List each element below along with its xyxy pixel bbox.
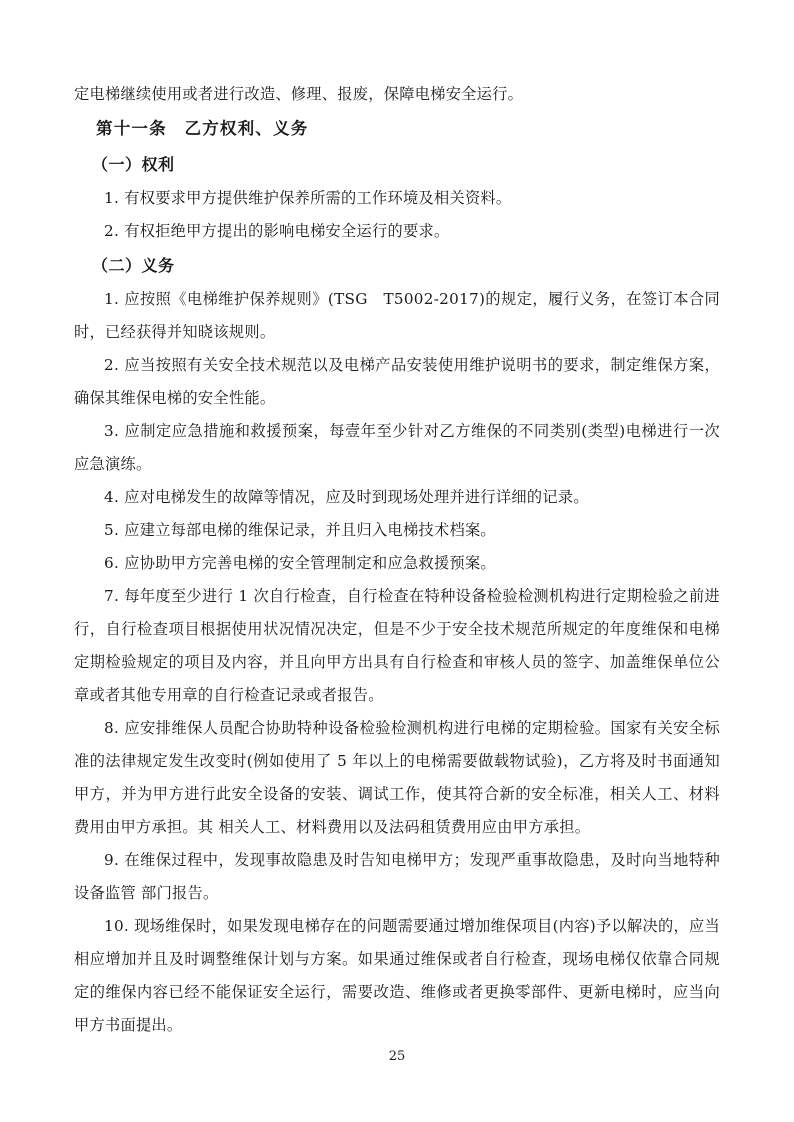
subheading-rights: （一）权利 [92, 155, 175, 174]
paragraph-line-continuation: 定电梯继续使用或者进行改造、修理、报废，保障电梯安全运行。 [74, 85, 524, 103]
duties-item-7: 7. 每年度至少进行 1 次自行检查，自行检查在特种设备检验检测机构进行定期检验之前进行，自行检查项目根据使用状况情况决定，但是不少于安全技术规范所规定的年度维保和电梯定期检验规定的项目及内容，并且向甲方出具有自行检查和审核人员的签字、加盖维保单位公章或者其他专用章的自行检查记录或者报告。 [74, 587, 720, 704]
rights-item-1: 1. 有权要求甲方提供维护保养所需的工作环境及相关资料。 [104, 189, 512, 207]
duties-item-5: 5. 应建立每部电梯的维保记录，并且归入电梯技术档案。 [104, 521, 496, 539]
duties-item-4: 4. 应对电梯发生的故障等情况，应及时到现场处理并进行详细的记录。 [104, 488, 589, 506]
duties-item-10: 10. 现场维保时，如果发现电梯存在的问题需要通过增加维保项目(内容)予以解决的，应当相应增加并且及时调整维保计划与方案。如果通过维保或者自行检查，现场电梯仅依靠合同规定的维保内容已经不能保证安全运行，需要改造、维修或者更换零部件、更新电梯时，应当向甲方书面提出。 [74, 917, 720, 1034]
rights-item-2: 2. 有权拒绝甲方提出的影响电梯安全运行的要求。 [104, 222, 450, 240]
duties-item-3: 3. 应制定应急措施和救援预案，每壹年至少针对乙方维保的不同类别(类型)电梯进行一次应急演练。 [74, 422, 720, 473]
duties-item-9: 9. 在维保过程中，发现事故隐患及时告知电梯甲方；发现严重事故隐患，及时向当地特种设备监管 部门报告。 [74, 851, 720, 902]
page-number: 25 [388, 1049, 406, 1064]
duties-item-1: 1. 应按照《电梯维护保养规则》(TSG T5002-2017)的规定，履行义务，在签订本合同时，已经获得并知晓该规则。 [74, 290, 720, 341]
duties-item-6: 6. 应协助甲方完善电梯的安全管理制定和应急救援预案。 [104, 554, 496, 572]
document-body [74, 78, 720, 1042]
subheading-duties: （二）义务 [92, 256, 175, 275]
duties-item-8: 8. 应安排维保人员配合协助特种设备检验检测机构进行电梯的定期检验。国家有关安全标准的法律规定发生改变时(例如使用了 5 年以上的电梯需要做载物试验)，乙方将及时书面通知甲方，并为甲方进行此安全设备的安装、调试工作，使其符合新的安全标准，相关人工、材料费用由甲方承担。其 相关人工、材料费用以及法码租赁费用应由甲方承担。 [74, 719, 720, 836]
duties-item-2: 2. 应当按照有关安全技术规范以及电梯产品安装使用维护说明书的要求，制定维保方案，确保其维保电梯的安全性能。 [74, 356, 720, 407]
article-heading: 第十一条 乙方权利、义务 [96, 119, 309, 138]
